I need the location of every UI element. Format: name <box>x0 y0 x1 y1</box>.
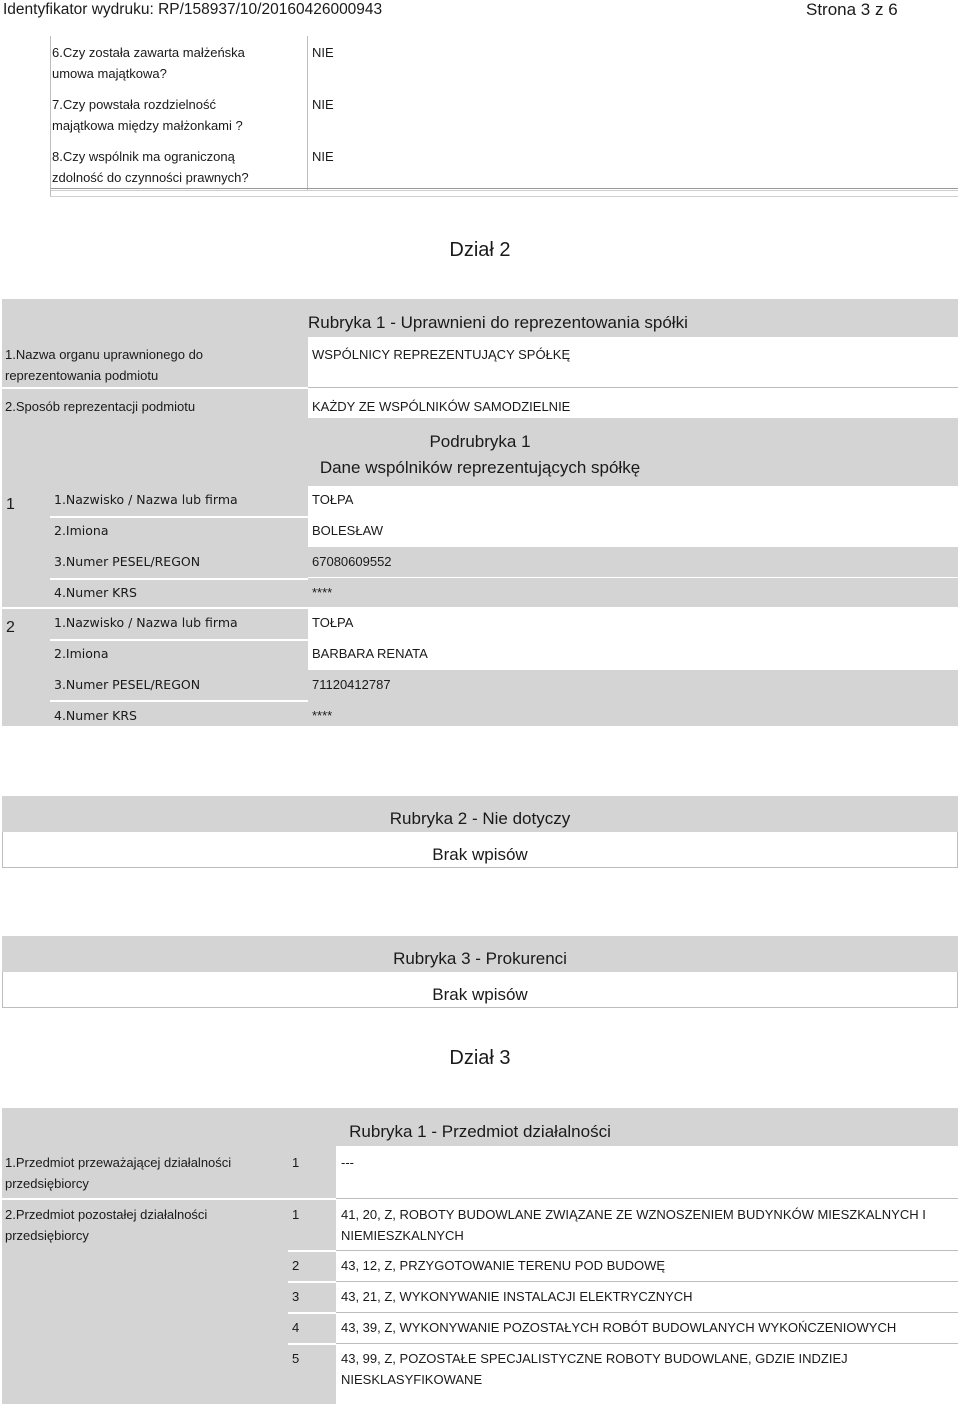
method-value: KAŻDY ZE WSPÓLNIKÓW SAMODZIELNIE <box>312 399 571 414</box>
partner-2-krs-label: 4.Numer KRS <box>54 708 137 723</box>
partner-number-column <box>2 486 50 726</box>
marriage-q7-line1: 7.Czy powstała rozdzielność <box>52 97 217 112</box>
partner-1-krs-value: **** <box>312 585 333 600</box>
other-activity-2-number: 2 <box>292 1258 300 1273</box>
other-activity-4-number: 4 <box>292 1320 300 1335</box>
rubryka-2-title: Rubryka 2 - Nie dotyczy <box>389 809 571 828</box>
rubryka-2-empty: Brak wpisów <box>432 845 528 864</box>
organ-label-line1: 1.Nazwa organu uprawnionego do <box>5 347 204 362</box>
partner-1-names-label: 2.Imiona <box>54 523 109 538</box>
partner-2-krs-value: **** <box>312 708 333 723</box>
marriage-q6-line1: 6.Czy została zawarta małżeńska <box>52 45 245 60</box>
other-activity-5-line2: NIESKLASYFIKOWANE <box>341 1372 483 1387</box>
partner-2-pesel-value: 71120412787 <box>312 677 391 692</box>
other-activity-1-line1: 41, 20, Z, ROBOTY BUDOWLANE ZWIĄZANE ZE WZNOSZENIEM BUDYNKÓW MIESZKALNYCH I <box>341 1207 926 1222</box>
organ-value: WSPÓLNICY REPREZENTUJĄCY SPÓŁKĘ <box>312 347 571 362</box>
partner-2-number: 2 <box>6 619 15 636</box>
partner-2-names-label: 2.Imiona <box>54 646 109 661</box>
marriage-q8-line1: 8.Czy wspólnik ma ograniczoną <box>52 149 235 164</box>
main-activity-value: --- <box>341 1155 354 1170</box>
marriage-q8-answer: NIE <box>312 149 334 164</box>
partner-1-pesel-label: 3.Numer PESEL/REGON <box>54 554 201 569</box>
other-activity-5-number: 5 <box>292 1351 300 1366</box>
rubryka-1-title: Rubryka 1 - Uprawnieni do reprezentowania spółki <box>308 313 688 332</box>
page-number: Strona 3 z 6 <box>806 0 898 19</box>
main-activity-label-line2: przedsiębiorcy <box>5 1176 89 1191</box>
partner-1-names-value: BOLESŁAW <box>312 523 384 538</box>
podrubryka-subtitle: Dane wspólników reprezentujących spółkę <box>319 458 641 477</box>
other-activity-label-line2: przedsiębiorcy <box>5 1228 89 1243</box>
rubryka-3-empty: Brak wpisów <box>432 985 528 1004</box>
partner-1-krs-label: 4.Numer KRS <box>54 585 137 600</box>
marriage-q7-line2: majątkowa między małżonkami ? <box>52 118 243 133</box>
main-activity-number: 1 <box>292 1155 300 1170</box>
other-activity-5-line1: 43, 99, Z, POZOSTAŁE SPECJALISTYCZNE ROBOTY BUDOWLANE, GDZIE INDZIEJ <box>341 1351 848 1366</box>
marriage-q8-line2: zdolność do czynności prawnych? <box>52 170 249 185</box>
other-activity-1-number: 1 <box>292 1207 300 1222</box>
partner-1-number: 1 <box>6 496 15 513</box>
print-identifier: Identyfikator wydruku: RP/158937/10/20160426000943 <box>3 1 383 18</box>
other-activity-1-line2: NIEMIESZKALNYCH <box>341 1228 464 1243</box>
other-activity-label-line1: 2.Przedmiot pozostałej działalności <box>5 1207 208 1222</box>
partner-2-surname-value: TOŁPA <box>312 615 354 630</box>
other-activity-3-line1: 43, 21, Z, WYKONYWANIE INSTALACJI ELEKTRYCZNYCH <box>341 1289 693 1304</box>
partner-2-pesel-label: 3.Numer PESEL/REGON <box>54 677 201 692</box>
partner-1-surname-label: 1.Nazwisko / Nazwa lub firma <box>54 492 238 507</box>
other-activity-3-number: 3 <box>292 1289 300 1304</box>
marriage-q7-answer: NIE <box>312 97 334 112</box>
dzial-2-title: Dział 2 <box>449 239 511 261</box>
other-activity-4-line1: 43, 39, Z, WYKONYWANIE POZOSTAŁYCH ROBÓT BUDOWLANYCH WYKOŃCZENIOWYCH <box>341 1320 897 1335</box>
dzial-3-title: Dział 3 <box>449 1047 511 1069</box>
rubryka-3-title: Rubryka 3 - Prokurenci <box>393 949 567 968</box>
marriage-q6-line2: umowa majątkowa? <box>52 66 167 81</box>
partner-2-surname-label: 1.Nazwisko / Nazwa lub firma <box>54 615 238 630</box>
other-activity-2-line1: 43, 12, Z, PRZYGOTOWANIE TERENU POD BUDOWĘ <box>341 1258 666 1273</box>
dzial-3-rubryka-1-title: Rubryka 1 - Przedmiot działalności <box>349 1122 611 1141</box>
partner-2-names-value: BARBARA RENATA <box>312 646 428 661</box>
main-activity-label-line1: 1.Przedmiot przeważającej działalności <box>5 1155 232 1170</box>
partner-1-pesel-value: 67080609552 <box>312 554 392 569</box>
podrubryka-title: Podrubryka 1 <box>429 432 531 451</box>
marriage-q6-answer: NIE <box>312 45 334 60</box>
method-label: 2.Sposób reprezentacji podmiotu <box>5 399 196 414</box>
partner-1-surname-value: TOŁPA <box>312 492 354 507</box>
organ-label-line2: reprezentowania podmiotu <box>5 368 159 383</box>
